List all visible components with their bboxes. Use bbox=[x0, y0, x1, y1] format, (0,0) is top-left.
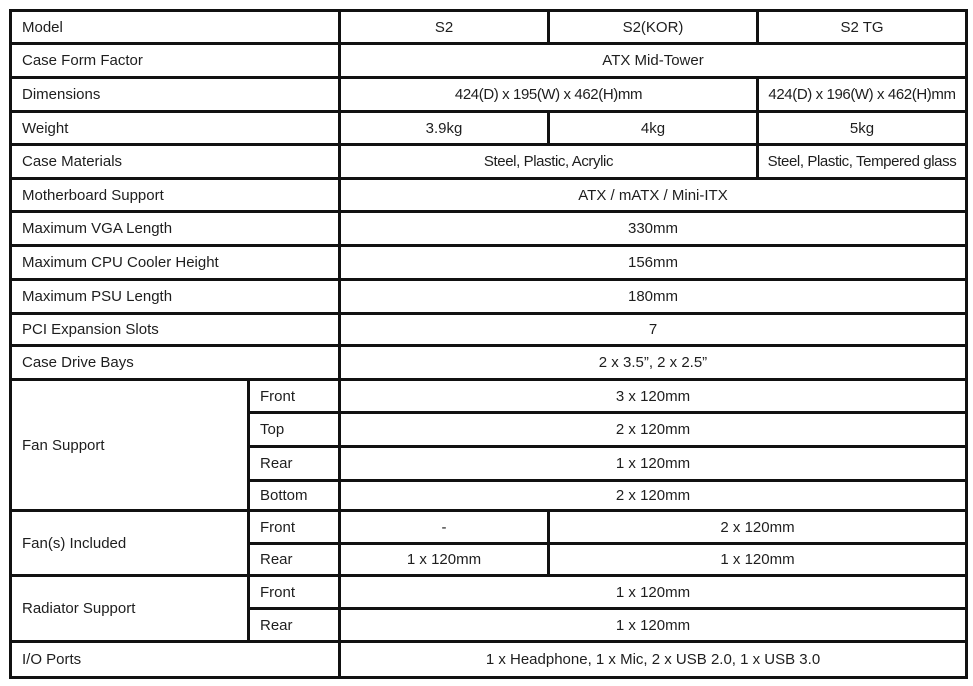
cell-value: 3.9kg bbox=[340, 112, 549, 145]
row-label: Maximum PSU Length bbox=[11, 280, 340, 314]
sub-label: Front bbox=[249, 380, 340, 413]
row-label: Case Form Factor bbox=[11, 44, 340, 78]
sub-label: Front bbox=[249, 576, 340, 609]
row-label: PCI Expansion Slots bbox=[11, 314, 340, 346]
cell-value: 2 x 120mm bbox=[340, 413, 967, 447]
sub-label: Rear bbox=[249, 447, 340, 481]
model-s2-kor: S2(KOR) bbox=[549, 11, 758, 44]
cell-value: 424(D) x 195(W) x 462(H)mm bbox=[340, 78, 758, 112]
row-form-factor bbox=[11, 44, 967, 78]
sub-label: Front bbox=[249, 511, 340, 544]
cell-value: 1 x 120mm bbox=[340, 447, 967, 481]
cell-value: 1 x 120mm bbox=[549, 544, 967, 576]
row-label: Weight bbox=[11, 112, 340, 145]
row-label: Fan Support bbox=[11, 380, 249, 511]
row-drive-bays bbox=[11, 346, 967, 380]
row-psu bbox=[11, 280, 967, 314]
cell-value: 2 x 3.5”, 2 x 2.5” bbox=[340, 346, 967, 380]
cell-value: 180mm bbox=[340, 280, 967, 314]
row-radiator-front bbox=[11, 576, 967, 609]
row-label: Maximum VGA Length bbox=[11, 212, 340, 246]
row-fans-included-front bbox=[11, 511, 967, 544]
sub-label: Rear bbox=[249, 609, 340, 642]
cell-value: 1 x 120mm bbox=[340, 576, 967, 609]
row-label: Case Materials bbox=[11, 145, 340, 179]
cell-value: 4kg bbox=[549, 112, 758, 145]
model-s2: S2 bbox=[340, 11, 549, 44]
cell-value: 5kg bbox=[758, 112, 967, 145]
row-model bbox=[11, 11, 967, 44]
cell-value: 3 x 120mm bbox=[340, 380, 967, 413]
cell-value: 1 x 120mm bbox=[340, 609, 967, 642]
spec-table bbox=[9, 9, 968, 679]
cell-value: Steel, Plastic, Acrylic bbox=[340, 145, 758, 179]
row-fan-support-front bbox=[11, 380, 967, 413]
row-label: Dimensions bbox=[11, 78, 340, 112]
sub-label: Bottom bbox=[249, 481, 340, 511]
row-label: Motherboard Support bbox=[11, 179, 340, 212]
row-label: Fan(s) Included bbox=[11, 511, 249, 576]
row-label: I/O Ports bbox=[11, 642, 340, 678]
row-vga bbox=[11, 212, 967, 246]
row-io-ports bbox=[11, 642, 967, 678]
row-label: Model bbox=[11, 11, 340, 44]
cell-value: - bbox=[340, 511, 549, 544]
cell-value: ATX / mATX / Mini-ITX bbox=[340, 179, 967, 212]
cell-value: 156mm bbox=[340, 246, 967, 280]
row-label: Maximum CPU Cooler Height bbox=[11, 246, 340, 280]
cell-value: 1 x Headphone, 1 x Mic, 2 x USB 2.0, 1 x USB 3.0 bbox=[340, 642, 967, 678]
cell-value: 424(D) x 196(W) x 462(H)mm bbox=[758, 78, 967, 112]
cell-value: 7 bbox=[340, 314, 967, 346]
model-s2-tg: S2 TG bbox=[758, 11, 967, 44]
cell-value: 1 x 120mm bbox=[340, 544, 549, 576]
sub-label: Rear bbox=[249, 544, 340, 576]
row-weight bbox=[11, 112, 967, 145]
cell-value: 2 x 120mm bbox=[549, 511, 967, 544]
cell-value: ATX Mid-Tower bbox=[340, 44, 967, 78]
sub-label: Top bbox=[249, 413, 340, 447]
row-cpu-cooler bbox=[11, 246, 967, 280]
row-label: Radiator Support bbox=[11, 576, 249, 642]
row-motherboard bbox=[11, 179, 967, 212]
row-pci bbox=[11, 314, 967, 346]
cell-value: Steel, Plastic, Tempered glass bbox=[758, 145, 967, 179]
row-materials bbox=[11, 145, 967, 179]
row-label: Case Drive Bays bbox=[11, 346, 340, 380]
cell-value: 2 x 120mm bbox=[340, 481, 967, 511]
row-dimensions bbox=[11, 78, 967, 112]
cell-value: 330mm bbox=[340, 212, 967, 246]
